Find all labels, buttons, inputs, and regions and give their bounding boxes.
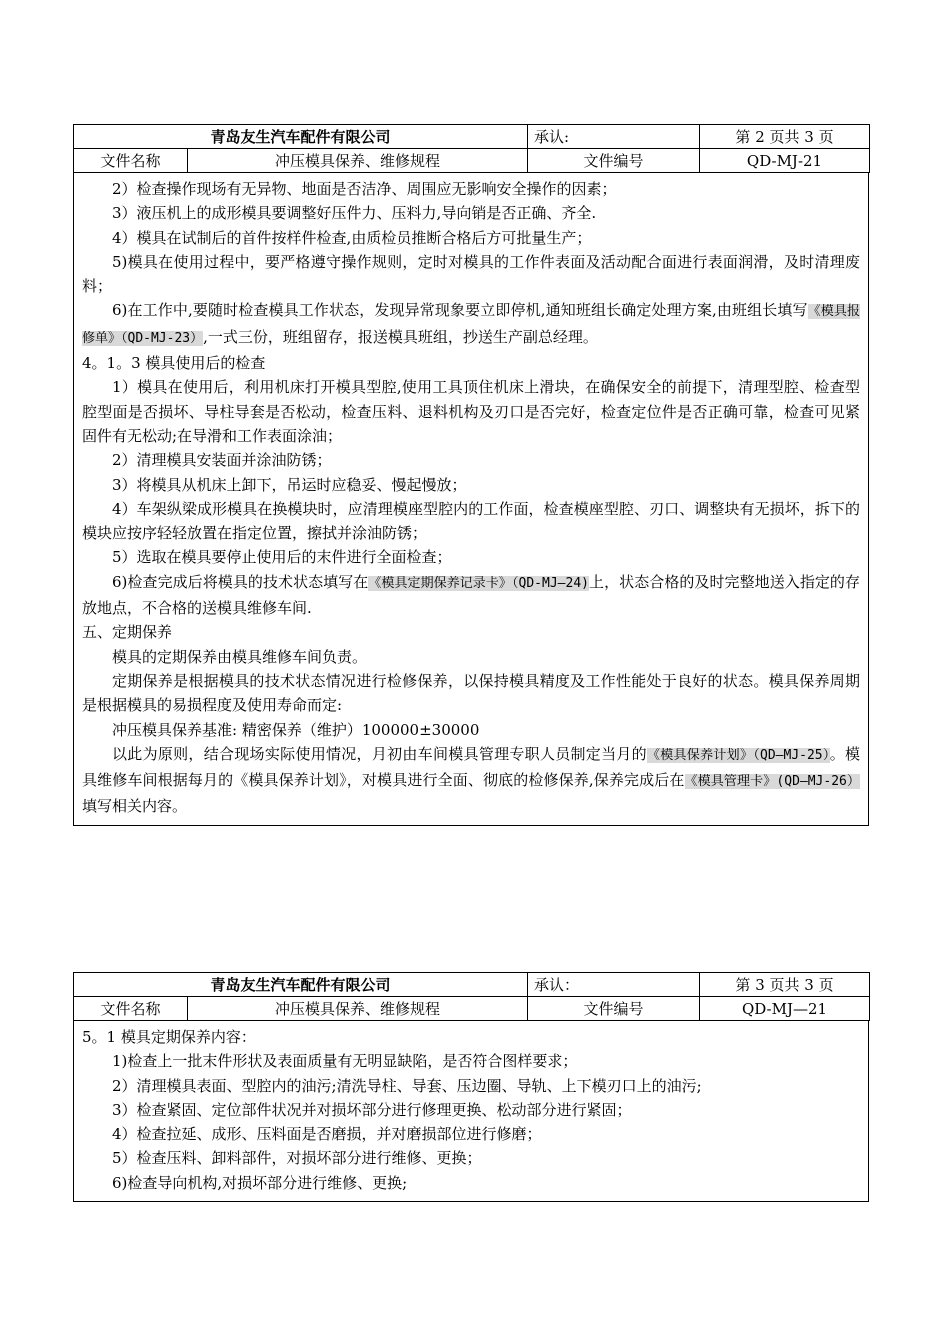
text-run: ,一式三份，班组留存，报送模具班组，抄送生产副总经理。 [203, 327, 598, 346]
paragraph [82, 742, 860, 819]
form-reference-mold-card: 《模具管理卡》(QD—MJ-26） [684, 774, 860, 790]
doc-name-label: 文件名称 [74, 997, 188, 1021]
paragraph: 4）车架纵梁成形模具在换模块时，应清理模座型腔内的工作面，检查模座型腔、刃口、调整块有无损坏，拆下的模块应按序轻轻放置在指定位置，擦拭并涂油防锈； [82, 499, 860, 543]
paragraph: 5）选取在模具要停止使用后的末件进行全面检查； [112, 548, 452, 567]
paragraph: 冲压模具保养基准: 精密保养（维护）100000±30000 [112, 720, 480, 739]
paragraph: 6)检查导向机构,对损坏部分进行维修、更换; [112, 1173, 408, 1192]
text-run: 6)检查完成后将模具的技术状态填写在 [112, 572, 369, 591]
page-info: 第 3 页共 3 页 [700, 973, 870, 997]
section-heading: 4。1。3 模具使用后的检查 [82, 354, 266, 373]
paragraph: 4）检查拉延、成形、压料面是否磨损，并对磨损部位进行修磨； [112, 1125, 542, 1144]
doc-no-label: 文件编号 [528, 149, 700, 173]
paragraph: 2）清理模具表面、型腔内的油污;清洗导柱、导套、压边圈、导轨、上下模刃口上的油污; [112, 1076, 702, 1095]
doc-no: QD-MJ—21 [700, 997, 870, 1021]
approve-label: 承认: [528, 125, 700, 149]
form-reference-maintenance-plan: 《模具保养计划》（QD—MJ-25） [646, 747, 830, 763]
page-body [73, 173, 869, 826]
approve-label: 承认： [528, 973, 700, 997]
paragraph [82, 570, 860, 621]
paragraph: 5)模具在使用过程中，要严格遵守操作规则，定时对模具的工作件表面及活动配合面进行表面润滑，及时清理废料； [82, 252, 860, 296]
paragraph: 1）模具在使用后，利用机床打开模具型腔,使用工具顶住机床上滑块，在确保安全的前提下，清理型腔、检查型腔型面是否损坏、导柱导套是否松动，检查压料、退料机构及刃口是否完好，检查定位件是否正确可靠，检查可见紧固件有无松动;在导滑和工作表面涂油； [82, 378, 860, 445]
paragraph: 4）模具在试制后的首件按样件检查,由质检员推断合格后方可批量生产； [112, 228, 592, 247]
text-run: 以此为原则，结合现场实际使用情况，月初由车间模具管理专职人员制定当月的 [112, 744, 647, 763]
page-header-table [73, 972, 870, 1021]
doc-no: QD-MJ-21 [700, 149, 870, 173]
text-run: 6)在工作中,要随时检查模具工作状态，发现异常现象要立即停机,通知班组长确定处理方案,由班组长填写 [112, 301, 808, 320]
company-name: 青岛友生汽车配件有限公司 [74, 973, 528, 997]
page-body [73, 1021, 869, 1202]
text-run: 上，状态合格的及时完整地送入指定的存放地点，不合格的送模具维修车间. [82, 572, 860, 618]
paragraph: 5）检查压料、卸料部件，对损坏部分进行维修、更换； [112, 1149, 482, 1168]
text-run: 填写相关内容。 [82, 797, 188, 816]
document-page-2 [73, 124, 869, 826]
paragraph: 模具的定期保养由模具维修车间负责。 [112, 647, 368, 666]
doc-name: 冲压模具保养、维修规程 [188, 149, 528, 173]
doc-name-label: 文件名称 [74, 149, 188, 173]
section-heading: 五、定期保养 [82, 623, 173, 642]
doc-no-label: 文件编号 [528, 997, 700, 1021]
page-header-table [73, 124, 870, 173]
paragraph: 定期保养是根据模具的技术状态情况进行检修保养，以保持模具精度及工作性能处于良好的状态。模具保养周期是根据模具的易损程度及使用寿命而定: [82, 671, 860, 715]
paragraph: 3）液压机上的成形模具要调整好压件力、压料力,导向销是否正确、齐全. [112, 204, 597, 223]
section-heading: 5。1 模具定期保养内容： [82, 1028, 256, 1046]
form-reference-repair-order: 《模具报修单》（QD-MJ-23） [82, 304, 860, 346]
paragraph: 2）清理模具安装面并涂油防锈； [112, 451, 332, 470]
paragraph: 2）检查操作现场有无异物、地面是否洁净、周围应无影响安全操作的因素； [112, 180, 617, 198]
paragraph [82, 298, 860, 351]
form-reference-maintenance-record: 《模具定期保养记录卡》（QD-MJ—24) [368, 575, 589, 591]
doc-name: 冲压模具保养、维修规程 [188, 997, 528, 1021]
page-info: 第 2 页共 3 页 [700, 125, 870, 149]
paragraph: 1)检查上一批末件形状及表面质量有无明显缺陷，是否符合图样要求； [112, 1052, 578, 1071]
paragraph: 3）将模具从机床上卸下，吊运时应稳妥、慢起慢放； [112, 475, 467, 494]
company-name: 青岛友生汽车配件有限公司 [74, 125, 528, 149]
paragraph: 3）检查紧固、定位部件状况并对损坏部分进行修理更换、松动部分进行紧固； [112, 1100, 632, 1119]
text-run: 。模具维修车间根据每月的《模具保养计划》，对模具进行全面、彻底的检修保养,保养完成后在 [82, 744, 860, 790]
document-page-3 [73, 972, 869, 1202]
